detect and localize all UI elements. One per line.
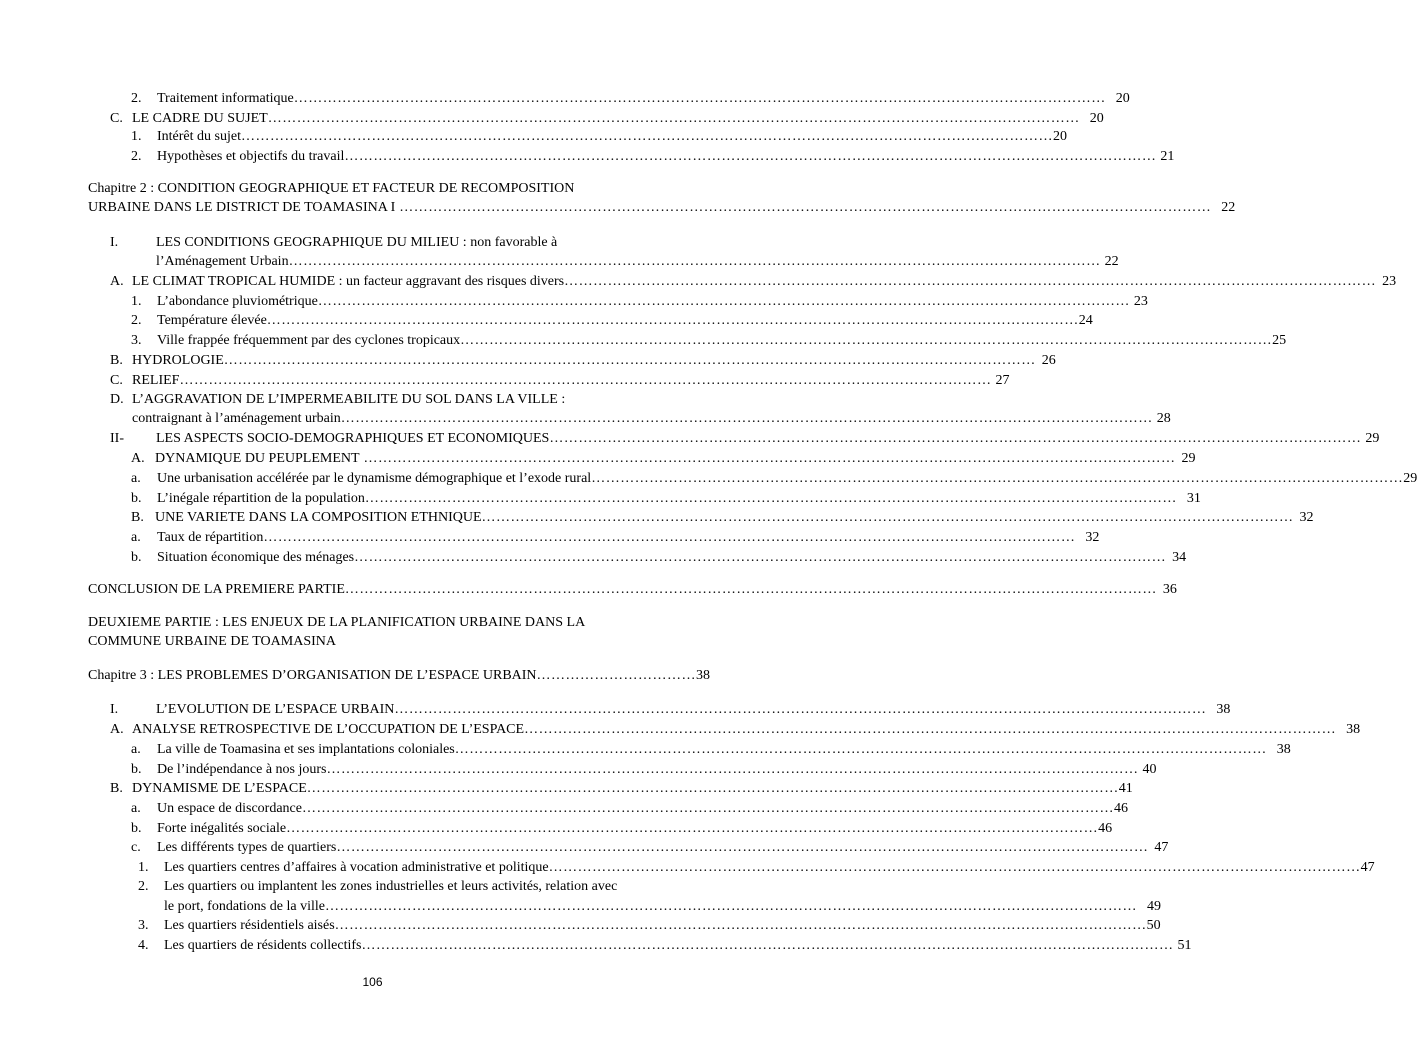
leader-dots: …………………………………………………………………………………………………………………………………………………… xyxy=(354,550,1167,565)
toc-text: L’inégale répartition de la population xyxy=(157,491,365,506)
toc-label: C. xyxy=(110,373,123,388)
toc-page: 46 xyxy=(1113,801,1128,816)
toc-page: 50 xyxy=(1146,918,1161,933)
toc-text: De l’indépendance à nos jours xyxy=(157,762,327,777)
toc-text: le port, fondations de la ville xyxy=(164,899,325,914)
toc-label: b. xyxy=(131,491,142,506)
toc-label: D. xyxy=(110,392,124,407)
toc-text: ANALYSE RETROSPECTIVE DE L’OCCUPATION DE L’ESPACE xyxy=(132,722,525,737)
toc-entry-line1 xyxy=(110,235,557,251)
leader-dots: …………………………………………………………………………………………………………………………………………………… xyxy=(266,313,1079,328)
toc-label: 2. xyxy=(131,149,142,164)
toc-page: 46 xyxy=(1098,821,1113,836)
toc-entry xyxy=(131,491,1201,507)
toc-text: Température élevée xyxy=(157,313,267,328)
leader-dots: …………………………………………………………………………………………………………………………………………………… xyxy=(326,762,1139,777)
toc-text: Chapitre 3 : LES PROBLEMES D’ORGANISATION DE L’ESPACE URBAIN xyxy=(88,668,537,683)
toc-entry xyxy=(88,582,1177,598)
toc-label: 2. xyxy=(131,313,142,328)
toc-text-line2: COMMUNE URBAINE DE TOAMASINA xyxy=(88,634,336,649)
leader-dots: …………………………………………………………………………………………………………………………………………………… xyxy=(364,491,1177,506)
toc-text: Ville frappée fréquemment par des cyclones tropicaux xyxy=(157,333,461,348)
toc-page: 34 xyxy=(1172,550,1187,565)
toc-page: 47 xyxy=(1154,840,1169,855)
toc-label: A. xyxy=(110,722,124,737)
toc-label: b. xyxy=(131,821,142,836)
toc-entry xyxy=(138,938,1192,954)
toc-label: a. xyxy=(131,530,141,545)
toc-text: DYNAMISME DE L’ESPACE xyxy=(132,781,307,796)
toc-label: 1. xyxy=(131,294,142,309)
toc-page: 26 xyxy=(1041,353,1056,368)
toc-text: LE CLIMAT TROPICAL HUMIDE : un facteur aggravant des risques divers xyxy=(132,274,565,289)
toc-entry xyxy=(110,702,1231,718)
leader-dots: …………………………………………………………………………………………………………………………………………………… xyxy=(306,781,1119,796)
part-heading-line1 xyxy=(88,615,585,631)
part-heading-line2 xyxy=(88,634,336,650)
toc-text: Les quartiers centres d’affaires à vocation administrative et politique xyxy=(164,860,549,875)
toc-page: 38 xyxy=(1346,722,1361,737)
toc-label: 3. xyxy=(138,918,149,933)
leader-dots: …………………………………………………………………………………………………………………………………………………… xyxy=(548,860,1361,875)
toc-text-line1: DEUXIEME PARTIE : LES ENJEUX DE LA PLANIFICATION URBAINE DANS LA xyxy=(88,615,586,630)
toc-entry xyxy=(131,471,1417,487)
toc-text: Forte inégalités sociale xyxy=(157,821,287,836)
toc-entry xyxy=(131,840,1169,856)
toc-label: b. xyxy=(131,550,142,565)
leader-dots: …………………………………………………………………………………………………………………………………………………… xyxy=(240,129,1053,144)
toc-text: LE CADRE DU SUJET xyxy=(132,111,268,126)
leader-dots: …………………………………………………………………………………………………………………………………………………… xyxy=(336,840,1149,855)
toc-entry xyxy=(131,530,1100,546)
toc-entry xyxy=(110,431,1380,447)
toc-page: 31 xyxy=(1186,491,1201,506)
toc-label: c. xyxy=(131,840,141,855)
toc-label: 1. xyxy=(131,129,142,144)
toc-text: Hypothèses et objectifs du travail xyxy=(157,149,345,164)
toc-text: Intérêt du sujet xyxy=(157,129,241,144)
leader-dots: …………………………………………………………………………………………………………………………………………………… xyxy=(267,111,1080,126)
leader-dots: …………………………………………………………………………………………………………………………………………………… xyxy=(363,451,1176,466)
toc-label: a. xyxy=(131,742,141,757)
toc-text: Les quartiers de résidents collectifs xyxy=(164,938,362,953)
toc-text: Traitement informatique xyxy=(157,91,294,106)
leader-dots: …………………………… xyxy=(536,668,697,683)
toc-page: 38 xyxy=(696,668,711,683)
toc-entry xyxy=(138,860,1375,876)
leader-dots: …………………………………………………………………………………………………………………………………………………… xyxy=(344,149,1157,164)
toc-page: 32 xyxy=(1085,530,1100,545)
toc-text: Les différents types de quartiers xyxy=(157,840,337,855)
toc-label: I. xyxy=(110,702,119,717)
leader-dots: …………………………………………………………………………………………………………………………………………………… xyxy=(223,353,1036,368)
toc-page: 20 xyxy=(1089,111,1104,126)
toc-entry xyxy=(88,200,1236,216)
toc-page: 38 xyxy=(1216,702,1231,717)
leader-dots: …………………………………………………………………………………………………………………………………………………… xyxy=(179,373,992,388)
toc-text: L’abondance pluviométrique xyxy=(157,294,318,309)
toc-entry xyxy=(131,821,1113,837)
toc-entry xyxy=(131,91,1130,107)
toc-text-line1: L’AGGRAVATION DE L’IMPERMEABILITE DU SOL DANS LA VILLE : xyxy=(132,392,566,407)
toc-text: DYNAMIQUE DU PEUPLEMENT xyxy=(155,451,360,466)
toc-text: UNE VARIETE DANS LA COMPOSITION ETHNIQUE xyxy=(155,510,482,525)
toc-entry xyxy=(110,111,1104,127)
toc-page: 20 xyxy=(1052,129,1067,144)
toc-entry xyxy=(131,550,1187,566)
toc-label: 3. xyxy=(131,333,142,348)
toc-page: 23 xyxy=(1382,274,1397,289)
toc-entry xyxy=(131,313,1093,329)
toc-text-line1: LES CONDITIONS GEOGRAPHIQUE DU MILIEU : non favorable à xyxy=(156,235,558,250)
toc-label: A. xyxy=(131,451,145,466)
toc-entry xyxy=(131,451,1196,467)
toc-page: 38 xyxy=(1276,742,1291,757)
toc-text: Taux de répartition xyxy=(157,530,264,545)
toc-text: La ville de Toamasina et ses implantations coloniales xyxy=(157,742,455,757)
toc-label: I. xyxy=(110,235,119,250)
page-number: 106 xyxy=(362,975,383,989)
toc-page: 22 xyxy=(1104,254,1119,269)
toc-entry xyxy=(131,510,1314,526)
leader-dots: …………………………………………………………………………………………………………………………………………………… xyxy=(317,294,1130,309)
toc-label: C. xyxy=(110,111,123,126)
leader-dots: …………………………………………………………………………………………………………………………………………………… xyxy=(340,411,1153,426)
toc-text: Une urbanisation accélérée par le dynamisme démographique et l’exode rural xyxy=(157,471,592,486)
toc-text: Situation économique des ménages xyxy=(157,550,355,565)
leader-dots: …………………………………………………………………………………………………………………………………………………… xyxy=(293,91,1106,106)
toc-label: a. xyxy=(131,801,141,816)
toc-entry xyxy=(110,781,1133,797)
toc-label: b. xyxy=(131,762,142,777)
leader-dots: …………………………………………………………………………………………………………………………………………………… xyxy=(344,582,1157,597)
leader-dots: …………………………………………………………………………………………………………………………………………………… xyxy=(288,254,1101,269)
toc-page: 41 xyxy=(1118,781,1133,796)
leader-dots: …………………………………………………………………………………………………………………………………………………… xyxy=(564,274,1377,289)
toc-page: 28 xyxy=(1156,411,1171,426)
leader-dots: …………………………………………………………………………………………………………………………………………………… xyxy=(301,801,1114,816)
toc-entry xyxy=(131,801,1128,817)
toc-entry xyxy=(110,722,1361,738)
toc-entry xyxy=(131,762,1157,778)
toc-label: A. xyxy=(110,274,124,289)
toc-page: 36 xyxy=(1162,582,1177,597)
leader-dots: …………………………………………………………………………………………………………………………………………………… xyxy=(460,333,1273,348)
toc-entry xyxy=(131,149,1175,165)
toc-text-line1: Chapitre 2 : CONDITION GEOGRAPHIQUE ET FACTEUR DE RECOMPOSITION xyxy=(88,181,575,196)
toc-text: LES ASPECTS SOCIO-DEMOGRAPHIQUES ET ECONOMIQUES xyxy=(156,431,550,446)
toc-text-line1: Les quartiers ou implantent les zones industrielles et leurs activités, relation avec xyxy=(164,879,618,894)
leader-dots: …………………………………………………………………………………………………………………………………………………… xyxy=(481,510,1294,525)
toc-text: HYDROLOGIE xyxy=(132,353,224,368)
leader-dots: …………………………………………………………………………………………………………………………………………………… xyxy=(361,938,1174,953)
toc-text: Un espace de discordance xyxy=(157,801,302,816)
toc-page: 47 xyxy=(1360,860,1375,875)
leader-dots: …………………………………………………………………………………………………………………………………………………… xyxy=(549,431,1362,446)
toc-page: 49 xyxy=(1146,899,1161,914)
toc-entry xyxy=(156,254,1119,270)
toc-entry xyxy=(132,411,1171,427)
toc-text: l’Aménagement Urbain xyxy=(156,254,289,269)
toc-text: RELIEF xyxy=(132,373,180,388)
toc-page: 21 xyxy=(1160,149,1175,164)
toc-label: 2. xyxy=(131,91,142,106)
toc-entry xyxy=(131,742,1291,758)
toc-label: B. xyxy=(110,353,123,368)
toc-page: 23 xyxy=(1133,294,1148,309)
toc-page: 29 xyxy=(1365,431,1380,446)
leader-dots: …………………………………………………………………………………………………………………………………………………… xyxy=(399,200,1212,215)
toc-text: CONCLUSION DE LA PREMIERE PARTIE xyxy=(88,582,345,597)
leader-dots: …………………………………………………………………………………………………………………………………………………… xyxy=(591,471,1404,486)
leader-dots: …………………………………………………………………………………………………………………………………………………… xyxy=(334,918,1147,933)
toc-label: B. xyxy=(131,510,144,525)
leader-dots: …………………………………………………………………………………………………………………………………………………… xyxy=(454,742,1267,757)
toc-page: 29 xyxy=(1403,471,1417,486)
toc-label: 1. xyxy=(138,860,149,875)
toc-entry xyxy=(164,899,1161,915)
toc-page: 29 xyxy=(1181,451,1196,466)
toc-entry-line1 xyxy=(110,392,565,408)
toc-text: L’EVOLUTION DE L’ESPACE URBAIN xyxy=(156,702,395,717)
toc-page: 24 xyxy=(1078,313,1093,328)
toc-label: B. xyxy=(110,781,123,796)
toc-entry xyxy=(131,333,1287,349)
toc-page: 20 xyxy=(1115,91,1130,106)
toc-page: 51 xyxy=(1177,938,1192,953)
toc-label: 2. xyxy=(138,879,149,894)
toc-label: a. xyxy=(131,471,141,486)
leader-dots: …………………………………………………………………………………………………………………………………………………… xyxy=(286,821,1099,836)
toc-entry-line1 xyxy=(138,879,617,895)
toc-entry xyxy=(138,918,1161,934)
toc-entry xyxy=(88,668,711,684)
chapter-heading xyxy=(88,181,574,197)
leader-dots: …………………………………………………………………………………………………………………………………………………… xyxy=(263,530,1076,545)
toc-text: Les quartiers résidentiels aisés xyxy=(164,918,335,933)
toc-entry xyxy=(110,274,1397,290)
toc-page: 40 xyxy=(1142,762,1157,777)
toc-page: 22 xyxy=(1221,200,1236,215)
toc-page: 32 xyxy=(1299,510,1314,525)
toc-page: 27 xyxy=(995,373,1010,388)
toc-entry xyxy=(110,353,1056,369)
leader-dots: …………………………………………………………………………………………………………………………………………………… xyxy=(324,899,1137,914)
toc-entry xyxy=(110,373,1010,389)
leader-dots: …………………………………………………………………………………………………………………………………………………… xyxy=(524,722,1337,737)
toc-entry xyxy=(131,129,1067,145)
leader-dots: …………………………………………………………………………………………………………………………………………………… xyxy=(394,702,1207,717)
toc-entry xyxy=(131,294,1148,310)
toc-text: contraignant à l’aménagement urbain xyxy=(132,411,341,426)
toc-label: 4. xyxy=(138,938,149,953)
toc-text: URBAINE DANS LE DISTRICT DE TOAMASINA I xyxy=(88,200,396,215)
toc-page: 25 xyxy=(1272,333,1287,348)
toc-label: II- xyxy=(110,431,124,446)
